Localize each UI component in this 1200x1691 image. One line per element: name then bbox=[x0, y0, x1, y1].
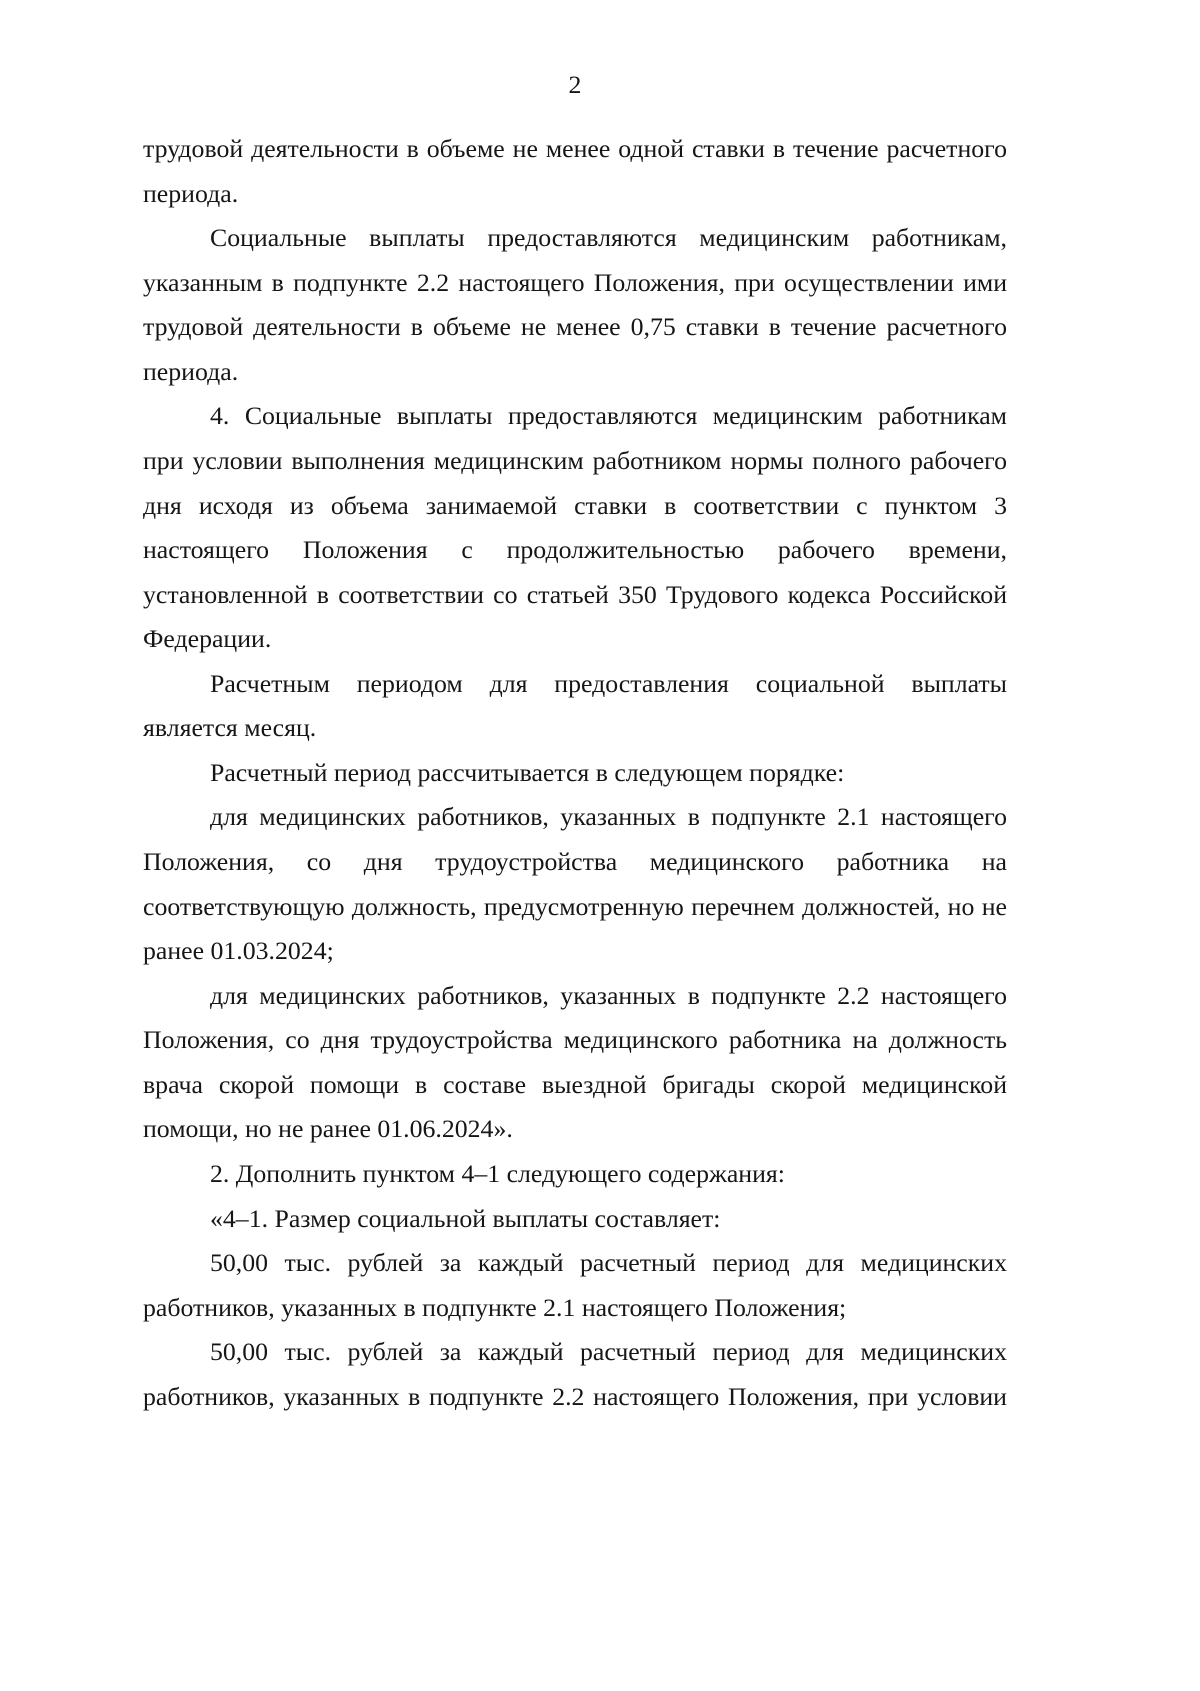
paragraph bbox=[143, 1152, 1007, 1197]
paragraph bbox=[143, 1330, 1007, 1419]
text-line: врача скорой помощи в составе выездной бригады скорой медицинской bbox=[143, 1069, 1007, 1099]
text-line: трудовой деятельности в объеме не менее одной ставки в течение расчетного bbox=[143, 134, 1007, 163]
paragraph bbox=[143, 795, 1007, 973]
paragraph bbox=[143, 394, 1007, 661]
text-line: Положения, со дня трудоустройства медицинского работника на должность bbox=[143, 1025, 1007, 1055]
paragraph bbox=[143, 974, 1007, 1152]
paragraph bbox=[143, 1197, 1007, 1242]
text-line: установленной в соответствии со статьей 350 Трудового кодекса Российской bbox=[143, 579, 1007, 609]
paragraph bbox=[143, 662, 1007, 751]
paragraph bbox=[143, 1241, 1007, 1330]
text-line: Расчетный период рассчитывается в следующем порядке: bbox=[210, 757, 845, 787]
paragraph bbox=[143, 127, 1007, 216]
text-line: Социальные выплаты предоставляются медицинским работникам, bbox=[210, 223, 1007, 253]
paragraph bbox=[143, 751, 1007, 796]
page-number: 2 bbox=[568, 70, 582, 99]
text-line: периода. bbox=[143, 356, 239, 386]
text-line: 2. Дополнить пунктом 4–1 следующего содержания: bbox=[210, 1158, 785, 1188]
text-line: «4–1. Размер социальной выплаты составляет: bbox=[210, 1203, 721, 1233]
text-line: 4. Социальные выплаты предоставляются медицинским работникам bbox=[210, 401, 1007, 431]
text-line: настоящего Положения с продолжительностью рабочего времени, bbox=[143, 535, 1007, 565]
text-line: дня исходя из объема занимаемой ставки в соответствии с пунктом 3 bbox=[143, 490, 1007, 520]
text-line: Расчетным периодом для предоставления социальной выплаты bbox=[210, 668, 1007, 698]
text-line: помощи, но не ранее 01.06.2024». bbox=[143, 1114, 513, 1144]
text-line: для медицинских работников, указанных в подпункте 2.1 настоящего bbox=[210, 802, 1007, 832]
text-line: при условии выполнения медицинским работником нормы полного рабочего bbox=[143, 445, 1007, 475]
paragraph bbox=[143, 216, 1007, 394]
text-line: для медицинских работников, указанных в подпункте 2.2 настоящего bbox=[210, 980, 1007, 1010]
text-line: работников, указанных в подпункте 2.2 настоящего Положения, при условии bbox=[143, 1381, 1007, 1411]
text-line: соответствующую должность, предусмотренную перечнем должностей, но не bbox=[143, 891, 1007, 921]
text-line: Федерации. bbox=[143, 624, 272, 654]
text-line: ранее 01.03.2024; bbox=[143, 936, 334, 966]
text-line: работников, указанных в подпункте 2.1 настоящего Положения; bbox=[143, 1292, 847, 1322]
text-line: указанным в подпункте 2.2 настоящего Положения, при осуществлении ими bbox=[143, 267, 1007, 297]
text-line: Положения, со дня трудоустройства медицинского работника на bbox=[143, 847, 1007, 876]
text-line: 50,00 тыс. рублей за каждый расчетный период для медицинских bbox=[210, 1337, 1007, 1367]
text-line: 50,00 тыс. рублей за каждый расчетный период для медицинских bbox=[210, 1248, 1007, 1278]
text-line: периода. bbox=[143, 178, 239, 208]
document-body bbox=[143, 127, 1007, 1419]
text-line: является месяц. bbox=[143, 713, 317, 743]
text-line: трудовой деятельности в объеме не менее 0,75 ставки в течение расчетного bbox=[143, 312, 1007, 342]
